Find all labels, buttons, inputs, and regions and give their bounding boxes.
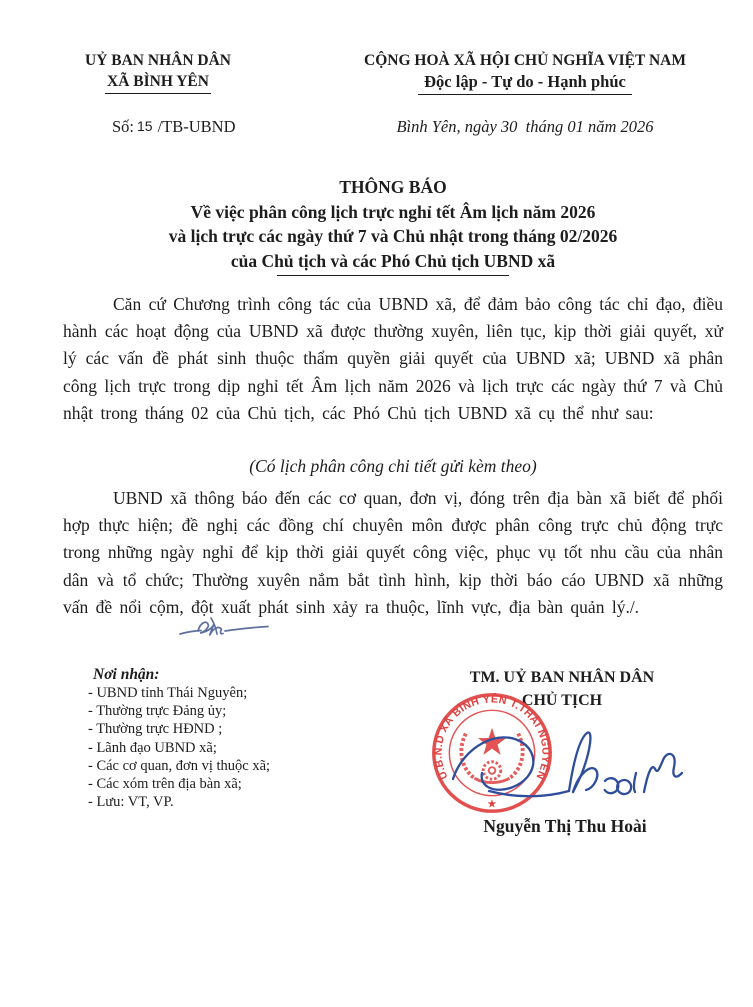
commune-name: XÃ BÌNH YÊN bbox=[105, 71, 211, 94]
document-number bbox=[112, 117, 236, 137]
body-paragraph-2: UBND xã thông báo đến các cơ quan, đơn vị, đóng trên địa bàn xã biết để phối hợp thực hiện; đề nghị các đồng chí chuyên môn được phân công trực chủ động trực trong những ngày nghỉ để kịp thời giải quyết công việc, phục vụ tốt nhu cầu của nhân dân và tổ chức; Thường xuyên nắm bắt tình hình, kịp thời báo cáo UBND xã những vấn đề nổi cộm, đột xuất phát sinh xảy ra thuộc, lĩnh vực, địa bàn quản lý./. bbox=[63, 488, 723, 617]
recipients-label: Nơi nhận: bbox=[93, 666, 160, 683]
notice-title-block bbox=[63, 175, 723, 276]
attachment-note: (Có lịch phân công chi tiết gửi kèm theo) bbox=[249, 456, 537, 476]
org-name: UỶ BAN NHÂN DÂN bbox=[85, 52, 231, 69]
signer-name: Nguyễn Thị Thu Hoài bbox=[483, 816, 647, 836]
recipient-item: - Các cơ quan, đơn vị thuộc xã; bbox=[88, 757, 271, 774]
recipient-item: - Thường trực Đảng ủy; bbox=[88, 703, 227, 720]
seal-ring-text: U.B.N.D XÃ BÌNH YÊN T.THÁI NGUYÊN bbox=[432, 693, 552, 782]
recipient-item: - Lưu: VT, VP. bbox=[88, 794, 174, 811]
title-underline bbox=[277, 274, 509, 276]
national-motto: Độc lập - Tự do - Hạnh phúc bbox=[418, 71, 632, 95]
initials-signature-ink bbox=[178, 613, 270, 643]
recipient-item: - Thường trực HĐND ; bbox=[88, 721, 223, 738]
notice-subject-line-3: của Chủ tịch và các Phó Chủ tịch UBND xã bbox=[230, 250, 556, 271]
notice-subject-line-1: Về việc phân công lịch trực nghỉ tết Âm lịch năm 2026 bbox=[190, 201, 596, 222]
place-and-date: Bình Yên, ngày 30 tháng 01 năm 2026 bbox=[396, 117, 654, 136]
issuing-org-block bbox=[52, 50, 264, 94]
notice-heading: THÔNG BÁO bbox=[339, 177, 447, 197]
doc-number-suffix: /TB-UBND bbox=[157, 117, 236, 136]
signer-title: CHỦ TỊCH bbox=[521, 692, 603, 709]
signature-ink bbox=[447, 711, 685, 813]
doc-number-value: 15 bbox=[137, 117, 153, 134]
recipient-item: - UBND tỉnh Thái Nguyên; bbox=[88, 685, 248, 701]
recipient-item: - Các xóm trên địa bàn xã; bbox=[88, 776, 242, 793]
seal-star-icon: ★ bbox=[486, 797, 498, 811]
signing-authority: TM. UỶ BAN NHÂN DÂN bbox=[469, 669, 655, 686]
doc-number-prefix: Số: bbox=[112, 117, 135, 136]
national-title: CỘNG HOÀ XÃ HỘI CHỦ NGHĨA VIỆT NAM bbox=[364, 52, 686, 69]
notice-subject-line-2: và lịch trực các ngày thứ 7 và Chủ nhật trong tháng 02/2026 bbox=[168, 226, 618, 247]
national-header-block bbox=[330, 50, 720, 95]
body-paragraph-1: Căn cứ Chương trình công tác của UBND xã, để đảm bảo công tác chỉ đạo, điều hành các hoạt động của UBND xã được thường xuyên, liên tục, kịp thời giải quyết, xử lý các vấn đề phát sinh thuộc thẩm quyền giải quyết của UBND xã; UBND xã phân công lịch trực trong dịp nghỉ tết Âm lịch năm 2026 và lịch trực các ngày thứ 7 và Chủ nhật trong tháng 02 của Chủ tịch, các Phó Chủ tịch UBND xã cụ thể như sau: bbox=[63, 294, 723, 423]
recipients-block bbox=[88, 666, 368, 811]
recipient-item: - Lãnh đạo UBND xã; bbox=[88, 739, 217, 756]
